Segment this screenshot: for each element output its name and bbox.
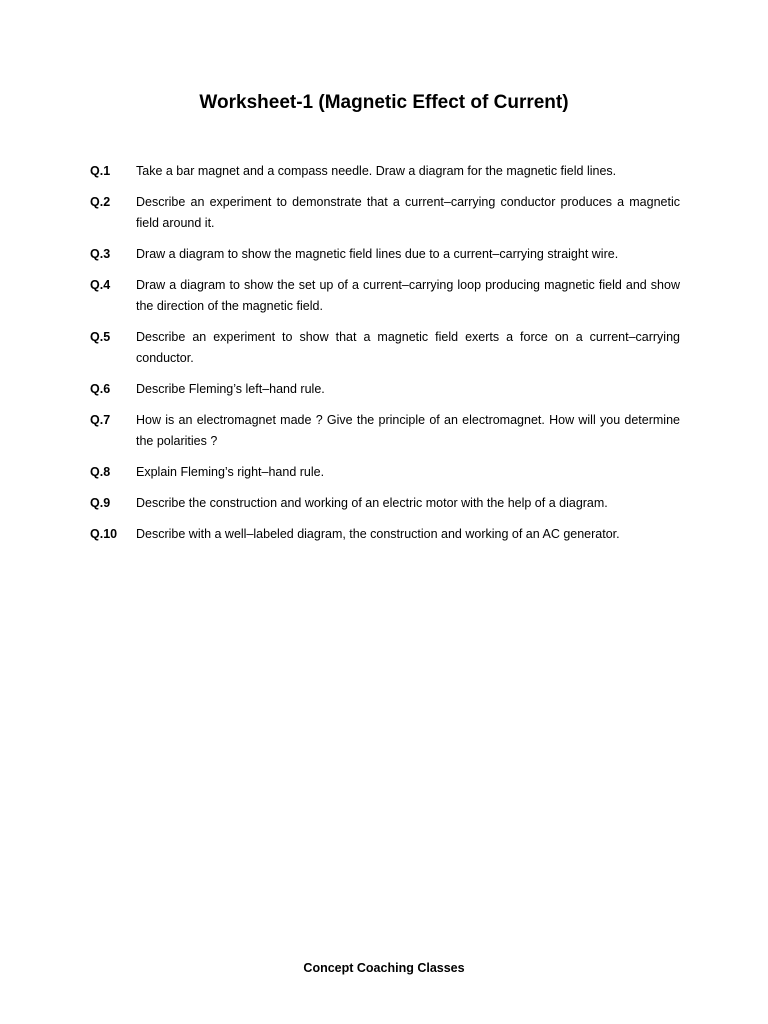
question-list: [90, 161, 680, 555]
question-number: Q.9: [90, 496, 111, 510]
question-item: [90, 493, 680, 514]
question-number: Q.6: [90, 382, 111, 396]
question-text: Describe with a well–labeled diagram, the construction and working of an AC generator.: [136, 527, 620, 541]
question-text: Draw a diagram to show the set up of a current–carrying loop producing magnetic field and show the direction of the magnetic field.: [136, 278, 680, 313]
question-number: Q.10: [90, 527, 118, 541]
question-text: How is an electromagnet made ? Give the principle of an electromagnet. How will you determine the polarities ?: [136, 413, 680, 448]
question-text: Describe an experiment to show that a magnetic field exerts a force on a current–carrying conductor.: [136, 330, 680, 365]
question-text: Describe an experiment to demonstrate that a current–carrying conductor produces a magnetic field around it.: [136, 195, 680, 230]
question-number: Q.3: [90, 247, 111, 261]
question-text: Describe Fleming’s left–hand rule.: [136, 382, 325, 396]
page-title: Worksheet-1 (Magnetic Effect of Current): [199, 92, 569, 113]
question-item: [90, 244, 680, 265]
question-item: [90, 275, 680, 317]
question-number: Q.8: [90, 465, 111, 479]
question-text: Explain Fleming’s right–hand rule.: [136, 465, 325, 479]
question-number: Q.2: [90, 195, 111, 209]
question-item: [90, 462, 680, 483]
question-number: Q.5: [90, 330, 111, 344]
question-number: Q.1: [90, 164, 111, 178]
question-item: [90, 327, 680, 369]
question-text: Describe the construction and working of an electric motor with the help of a diagram.: [136, 496, 608, 510]
question-text: Draw a diagram to show the magnetic field lines due to a current–carrying straight wire.: [136, 247, 619, 261]
question-item: [90, 410, 680, 452]
question-item: [90, 524, 680, 545]
question-item: [90, 161, 680, 182]
question-number: Q.7: [90, 413, 111, 427]
question-text: Take a bar magnet and a compass needle. Draw a diagram for the magnetic field lines.: [136, 164, 617, 178]
question-item: [90, 192, 680, 234]
question-number: Q.4: [90, 278, 111, 292]
question-item: [90, 379, 680, 400]
page-footer: Concept Coaching Classes: [303, 961, 465, 975]
